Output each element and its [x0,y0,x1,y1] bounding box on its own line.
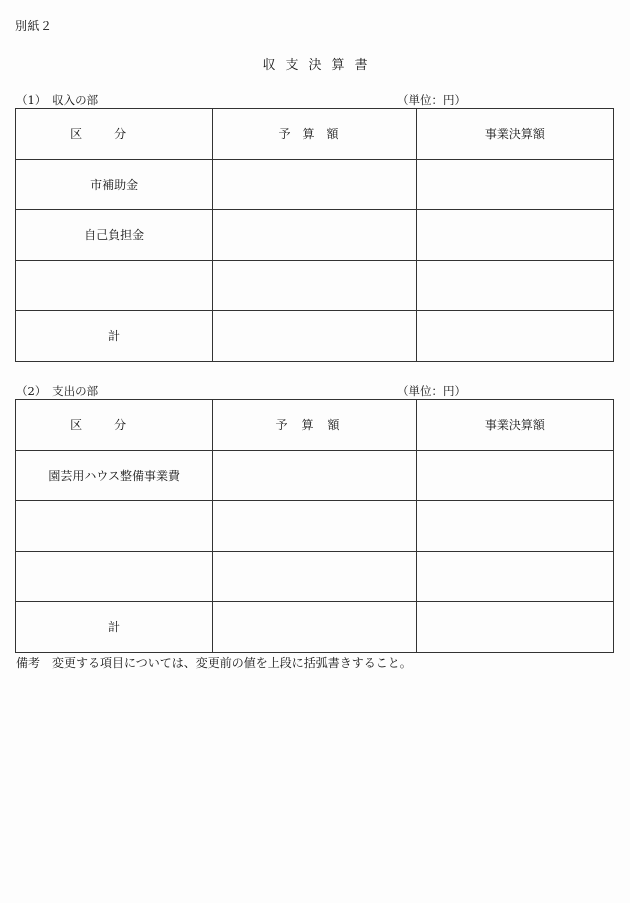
income-item-cell: 市補助金 [16,159,213,210]
table-row [16,501,614,552]
table-row [16,551,614,602]
income-total-budget-cell[interactable] [213,311,416,362]
income-table [15,108,614,362]
table-row [16,159,614,210]
expense-item-cell[interactable] [16,501,213,552]
income-item-cell: 自己負担金 [16,210,213,261]
expense-total-row [16,602,614,653]
expense-table [15,399,614,653]
income-item-cell[interactable] [16,260,213,311]
income-total-actual-cell[interactable] [416,311,613,362]
income-total-row [16,311,614,362]
income-header-actual: 事業決算額 [416,109,613,160]
income-actual-cell[interactable] [416,260,613,311]
expense-unit-label: （単位：円） [397,384,466,398]
income-header-row [16,109,614,160]
expense-header-row [16,400,614,451]
expense-section-label: （2） 支出の部 [16,384,99,398]
attachment-label: 別紙２ [15,19,53,33]
table-row [16,210,614,261]
expense-item-cell: 園芸用ハウス整備事業費 [16,450,213,501]
income-unit-label: （単位：円） [397,93,466,107]
income-total-label: 計 [16,311,213,362]
expense-budget-cell[interactable] [213,501,416,552]
income-section-label: （1） 収入の部 [16,93,99,107]
income-header-category: 区分 [16,109,213,160]
expense-actual-cell[interactable] [416,501,613,552]
expense-total-label: 計 [16,602,213,653]
expense-budget-cell[interactable] [213,551,416,602]
expense-budget-cell[interactable] [213,450,416,501]
income-actual-cell[interactable] [416,159,613,210]
expense-header-budget: 予算額 [213,400,416,451]
table-row [16,450,614,501]
table-row [16,260,614,311]
income-actual-cell[interactable] [416,210,613,261]
expense-item-cell[interactable] [16,551,213,602]
income-header-budget: 予算額 [213,109,416,160]
expense-actual-cell[interactable] [416,450,613,501]
expense-header-category: 区分 [16,400,213,451]
income-section-header [16,92,614,108]
income-budget-cell[interactable] [213,159,416,210]
document-title: 収支決算書 [262,58,378,73]
remarks-note: 備考 変更する項目については、変更前の値を上段に括弧書きすること。 [16,656,412,670]
income-budget-cell[interactable] [213,260,416,311]
expense-section-header [16,383,614,399]
expense-total-budget-cell[interactable] [213,602,416,653]
income-budget-cell[interactable] [213,210,416,261]
expense-total-actual-cell[interactable] [416,602,613,653]
expense-header-actual: 事業決算額 [416,400,613,451]
expense-actual-cell[interactable] [416,551,613,602]
